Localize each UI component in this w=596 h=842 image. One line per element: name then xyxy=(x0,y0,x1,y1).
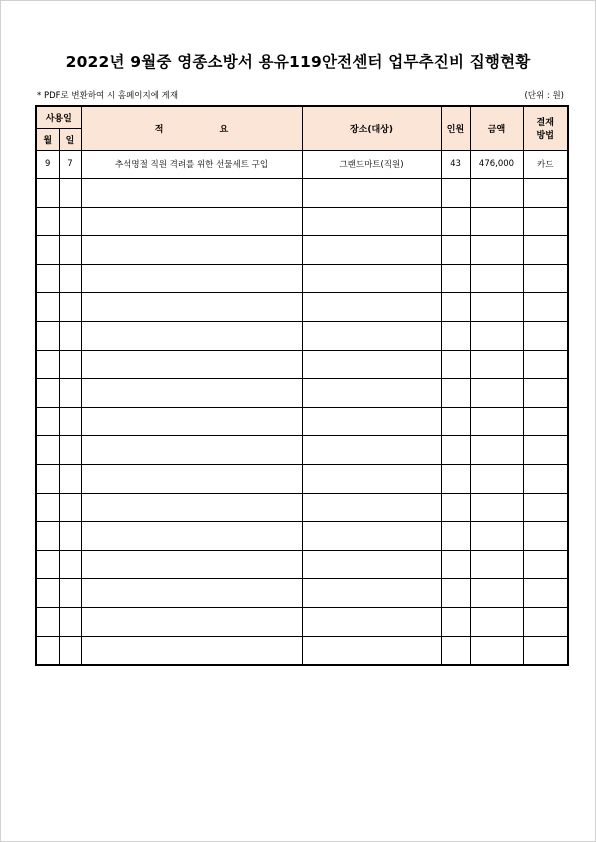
payment-header-line1: 결재 xyxy=(536,118,554,129)
table-row xyxy=(36,150,568,179)
document-title: 2022년 9월중 영종소방서 용유119안전센터 업무추진비 집행현황 xyxy=(65,53,531,71)
cell-day: 7 xyxy=(59,150,81,179)
empty-row xyxy=(36,636,568,665)
empty-row xyxy=(36,493,568,522)
unit-label: (단위 : 원) xyxy=(524,91,564,101)
persons-header: 인원 xyxy=(441,106,470,150)
empty-row xyxy=(36,522,568,551)
empty-row xyxy=(36,436,568,465)
month-header: 월 xyxy=(36,128,59,150)
day-header: 일 xyxy=(59,128,81,150)
empty-row xyxy=(36,550,568,579)
payment-header-line2: 방법 xyxy=(536,131,554,142)
header-row-top xyxy=(36,106,568,128)
cell-place: 그랜드마트(직원) xyxy=(302,150,441,179)
empty-row xyxy=(36,179,568,208)
empty-row xyxy=(36,579,568,608)
empty-row xyxy=(36,350,568,379)
empty-row xyxy=(36,465,568,494)
empty-row xyxy=(36,608,568,637)
usage-date-header: 사용일 xyxy=(36,106,81,128)
cell-purpose: 추석명절 직원 격려를 위한 선물세트 구입 xyxy=(81,150,302,179)
purpose-header-char2: 요 xyxy=(219,124,229,135)
empty-row xyxy=(36,293,568,322)
cell-persons: 43 xyxy=(441,150,470,179)
empty-row xyxy=(36,264,568,293)
empty-row xyxy=(36,379,568,408)
cell-amount: 476,000 xyxy=(470,150,523,179)
empty-row xyxy=(36,322,568,351)
empty-row xyxy=(36,236,568,265)
purpose-header-char1: 적 xyxy=(154,124,164,135)
expense-table xyxy=(35,105,569,666)
empty-row xyxy=(36,207,568,236)
amount-header: 금액 xyxy=(470,106,523,150)
cell-payment: 카드 xyxy=(523,150,568,179)
empty-row xyxy=(36,407,568,436)
cell-month: 9 xyxy=(36,150,59,179)
payment-method-header xyxy=(523,106,568,150)
publication-note: * PDF로 변환하여 시 홈페이지에 게재 xyxy=(37,91,179,101)
place-header: 장소(대상) xyxy=(302,106,441,150)
purpose-header xyxy=(81,106,302,150)
